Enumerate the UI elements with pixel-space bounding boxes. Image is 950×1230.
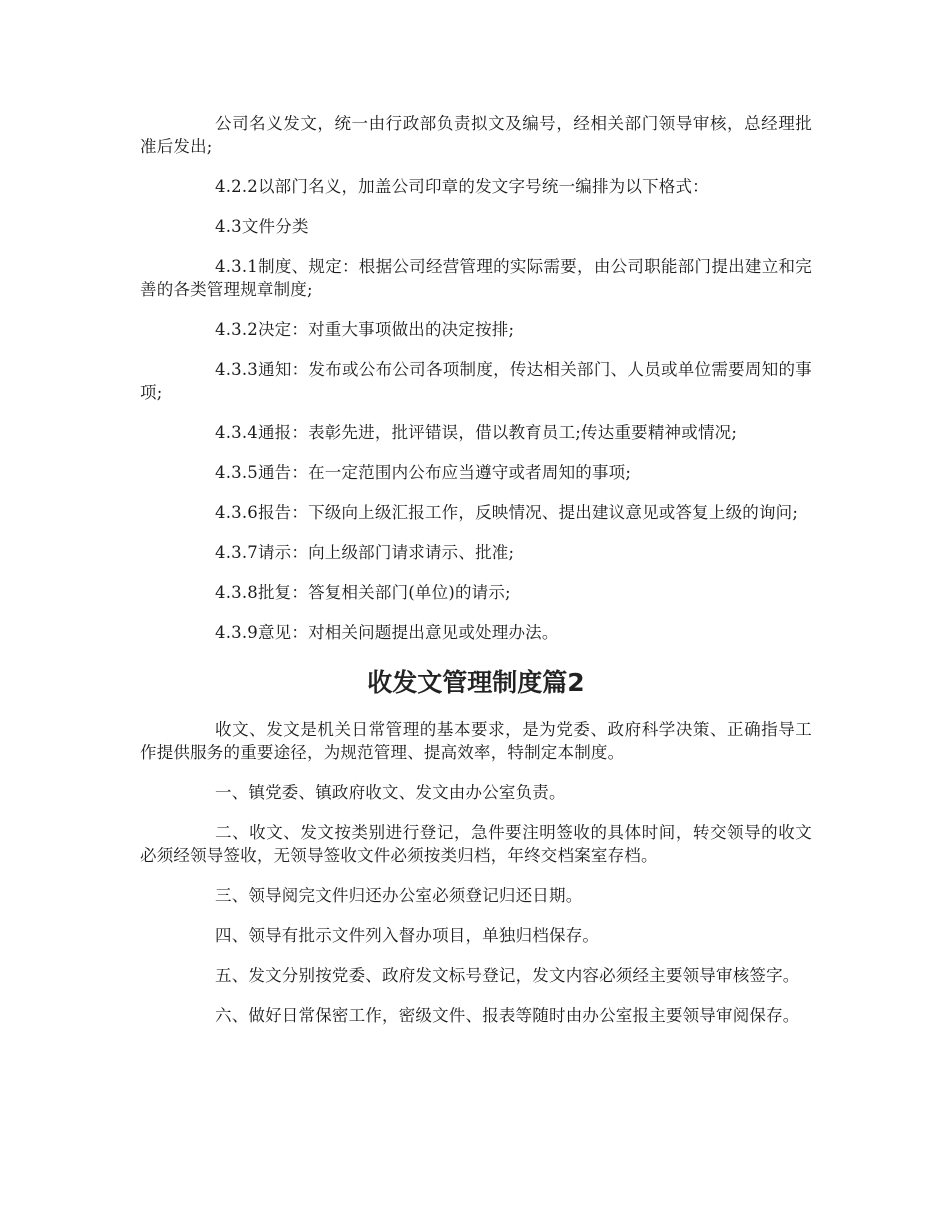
paragraph: 公司名义发文，统一由行政部负责拟文及编号，经相关部门领导审核，总经理批准后发出; (140, 114, 812, 156)
paragraph: 4.3.9意见：对相关问题提出意见或处理办法。 (215, 623, 559, 642)
paragraph: 四、领导有批示文件列入督办项目，单独归档保存。 (215, 926, 600, 945)
paragraph: 三、领导阅完文件归还办公室必须登记归还日期。 (215, 886, 583, 905)
paragraph: 4.2.2以部门名义，加盖公司印章的发文字号统一编排为以下格式： (215, 177, 709, 196)
paragraph: 4.3文件分类 (215, 217, 309, 236)
paragraph: 五、发文分别按党委、政府发文标号登记，发文内容必须经主要领导审核签字。 (215, 966, 800, 985)
paragraph: 收文、发文是机关日常管理的基本要求，是为党委、政府科学决策、正确指导工作提供服务的重要途径，为规范管理、提高效率，特制定本制度。 (140, 720, 812, 762)
paragraph: 二、收文、发文按类别进行登记，急件要注明签收的具体时间，转交领导的收文必须经领导签收，无领导签收文件必须按类归档，年终交档案室存档。 (140, 823, 812, 865)
paragraph: 4.3.5通告：在一定范围内公布应当遵守或者周知的事项; (215, 463, 632, 482)
paragraph: 六、做好日常保密工作，密级文件、报表等随时由办公室报主要领导审阅保存。 (215, 1006, 800, 1025)
paragraph: 4.3.2决定：对重大事项做出的决定按排; (215, 320, 515, 339)
document-page (140, 112, 812, 1027)
paragraph: 4.3.6报告：下级向上级汇报工作，反映情况、提出建议意见或答复上级的询问; (215, 503, 799, 522)
paragraph: 4.3.3通知：发布或公布公司各项制度，传达相关部门、人员或单位需要周知的事项; (140, 360, 812, 402)
paragraph: 一、镇党委、镇政府收文、发文由办公室负责。 (215, 783, 566, 802)
paragraph: 4.3.7请示：向上级部门请求请示、批准; (215, 543, 515, 562)
paragraph: 4.3.8批复：答复相关部门(单位)的请示; (215, 583, 511, 602)
section-title: 收发文管理制度篇2 (367, 668, 585, 697)
paragraph: 4.3.1制度、规定：根据公司经营管理的实际需要，由公司职能部门提出建立和完善的各类管理规章制度; (140, 257, 812, 299)
paragraph: 4.3.4通报：表彰先进，批评错误，借以教育员工;传达重要精神或情况; (215, 423, 738, 442)
